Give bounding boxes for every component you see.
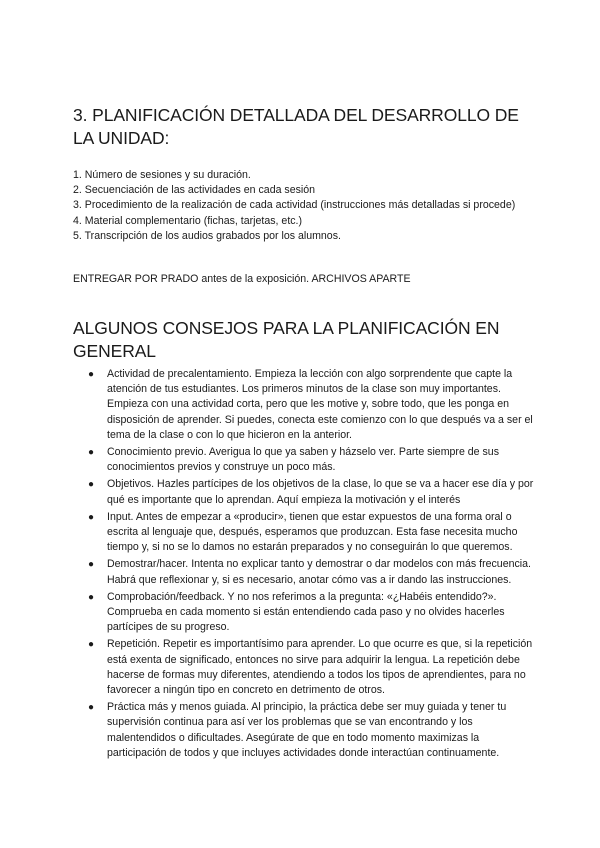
- list-item: 2. Secuenciación de las actividades en cada sesión: [73, 184, 316, 197]
- list-item: 5. Transcripción de los audios grabados por los alumnos.: [73, 229, 341, 242]
- tips-list: [88, 367, 539, 763]
- list-item: [88, 445, 539, 475]
- tip-text: Actividad de precalentamiento. Empieza la lección con algo sorprendente que capte la atención de tus estudiantes. Los primeros minutos de la clase son muy importantes. Empieza con una actividad corta, pero que les motive y, sobre todo, que les ponga en disposición de aprender. Si puedes, conecta este comienzo con lo que después va a ser el tema de la clase o con lo que hicieron en la anterior.: [107, 368, 533, 441]
- bullet-icon: ●: [88, 511, 95, 523]
- tip-text: Práctica más y menos guiada. Al principio, la práctica debe ser muy guiada y tener tu supervisión continua para así ver los problemas que se van encontrando y los malentendidos o dificultades. Asegúrate de que en todo momento maximizas la participación de todos y que incluyes actividades donde interactúan continuamente.: [107, 701, 507, 759]
- list-item: 3. Procedimiento de la realización de cada actividad (instrucciones más detalladas si procede): [73, 199, 516, 212]
- tip-text: Input. Antes de empezar a «producir», tienen que estar expuestos de una forma oral o escrita al lenguaje que, después, esperamos que produzcan. Esta fase necesita mucho tiempo y, si no se lo damos no estarán preparados y no conseguirán lo que queremos.: [107, 510, 518, 554]
- list-item: [88, 590, 539, 636]
- list-item: [88, 477, 539, 507]
- tip-text: Objetivos. Hazles partícipes de los objetivos de la clase, lo que se va a hacer ese día y por qué es importante que lo aprendan. Aquí empieza la motivación y el interés: [107, 478, 534, 506]
- list-item: [88, 367, 539, 443]
- list-item: [88, 700, 539, 761]
- bullet-icon: ●: [88, 639, 95, 651]
- list-item: [88, 510, 539, 556]
- bullet-icon: ●: [88, 591, 95, 603]
- list-item: 4. Material complementario (fichas, tarjetas, etc.): [73, 214, 303, 227]
- section-title-consejos: ALGUNOS CONSEJOS PARA LA PLANIFICACIÓN EN GENERAL: [73, 318, 500, 361]
- bullet-icon: ●: [88, 559, 95, 571]
- tip-text: Demostrar/hacer. Intenta no explicar tanto y demostrar o dar modelos con más frecuencia. Habrá que reflexionar y, si es necesario, anotar cómo vas a ir dando las instrucciones.: [107, 558, 531, 586]
- tip-text: Conocimiento previo. Averigua lo que ya saben y házselo ver. Parte siempre de sus conocimientos previos y construye un poco más.: [107, 446, 499, 474]
- bullet-icon: ●: [88, 369, 95, 380]
- list-item: [88, 557, 539, 587]
- submission-note: ENTREGAR POR PRADO antes de la exposición. ARCHIVOS APARTE: [73, 273, 411, 285]
- tip-text: Repetición. Repetir es importantísimo para aprender. Lo que ocurre es que, si la repetición está exenta de significado, entonces no sirve para adquirir la lengua. La repetición debe hacerse de formas muy diferentes, atendiendo a todos los tipos de aprendientes, para no favorecer a ningún tipo en concreto en detrimento de otros.: [107, 638, 533, 697]
- bullet-icon: ●: [88, 447, 95, 459]
- bullet-icon: ●: [88, 479, 95, 491]
- bullet-icon: ●: [88, 702, 95, 714]
- list-item: [88, 637, 539, 698]
- tip-text: Comprobación/feedback. Y no nos referimos a la pregunta: «¿Habéis entendido?». Comprueba en cada momento si están entendiendo cada paso y no olvides hacerles partícipes de su progreso.: [107, 590, 505, 634]
- list-item: 1. Número de sesiones y su duración.: [73, 169, 251, 181]
- steps-list: [73, 168, 533, 244]
- section-title-planificacion: 3. PLANIFICACIÓN DETALLADA DEL DESARROLLO DE LA UNIDAD:: [73, 105, 519, 148]
